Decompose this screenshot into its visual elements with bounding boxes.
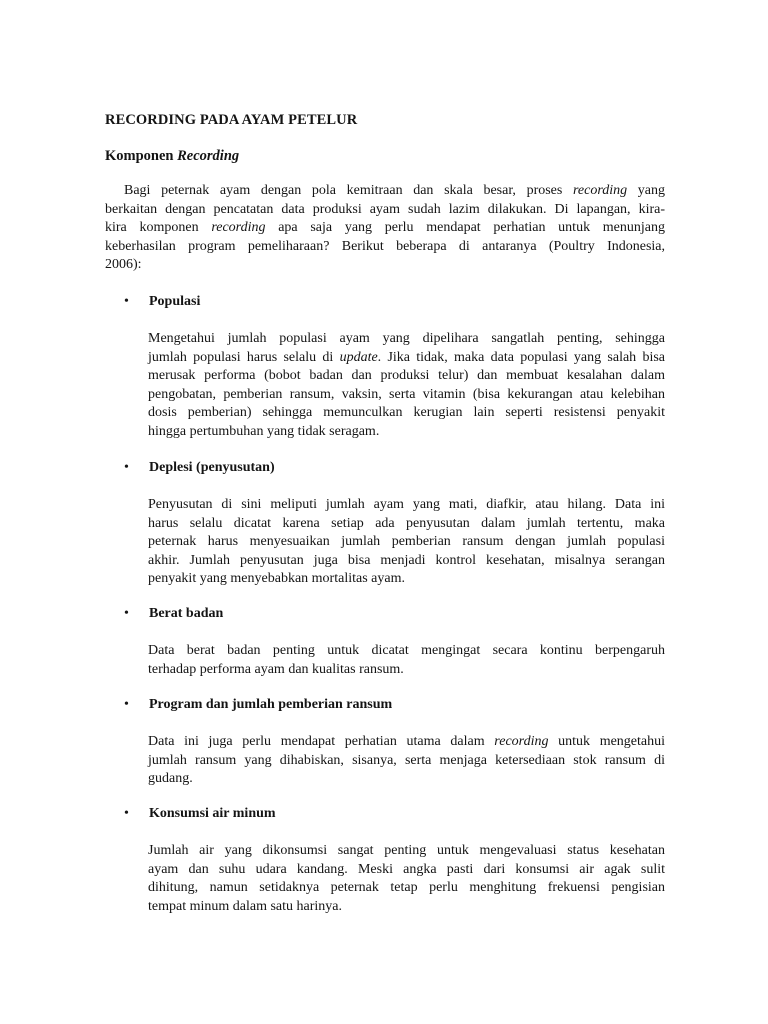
text-line [105,256,665,275]
component-description [148,496,665,589]
text-segment: pengobatan, pemberian ransum, vaksin, serta vitamin (bisa kekurangan atau kelebihan [148,386,665,402]
text-segment: gudang. [148,771,193,787]
component-heading [124,806,276,822]
section-heading-prefix: Komponen [105,148,178,164]
text-line [148,515,665,534]
component-description [148,642,665,679]
italic-term: recording [494,734,549,749]
text-segment: tempat minum dalam satu harinya. [148,898,343,914]
text-line [105,182,665,201]
text-line [148,330,665,349]
text-segment: Data ini juga perlu mendapat perhatian utama dalam [148,734,495,749]
italic-term: recording [572,183,628,198]
text-segment: Bagi peternak ayam dengan pola kemitraan dan skala besar, proses [124,183,573,198]
text-segment: 2006): [105,257,142,273]
text-line [105,238,665,257]
bullet-icon: • [124,460,129,475]
text-line [148,733,665,752]
text-line [148,386,665,405]
component-description [148,842,665,916]
component-description [148,733,665,789]
text-line [148,642,665,661]
text-line [148,496,665,515]
text-segment: Penyusutan di sini meliputi jumlah ayam yang mati, diafkir, atau hilang. Data ini [148,497,665,512]
italic-term: recording [211,220,266,236]
text-segment: dosis pemberian) sehingga memunculkan kerugian lain seperti resistensi penyakit [148,405,665,421]
text-line [148,423,665,442]
text-segment: dihitung, namun setidaknya peternak tetap perlu menghitung frekuensi pengisian [148,880,665,896]
text-segment: penyakit yang menyebabkan mortalitas ayam. [148,571,405,587]
text-segment: hingga pertumbuhan yang tidak seragam. [148,423,380,439]
text-segment: jumlah populasi harus selalu di [148,349,340,365]
component-heading-label: Deplesi (penyusutan) [149,460,275,475]
text-segment: ayam dan suhu udara kandang. Meski angka pasti dari konsumsi air agak sulit [148,861,665,877]
text-line [148,552,665,571]
text-line [148,349,665,368]
text-segment: yang [627,183,665,198]
text-line [105,219,665,238]
text-line [148,770,665,789]
section-heading [105,148,239,165]
bullet-icon: • [124,294,129,309]
component-heading-label: Konsumsi air minum [149,806,276,821]
component-heading [124,697,392,713]
bullet-icon: • [124,697,129,712]
text-segment: merusak performa (bobot badan dan produksi telur) dan membuat kesalahan dalam [148,368,665,384]
text-segment: keberhasilan program pemeliharaan? Berikut beberapa di antaranya (Poultry Indonesia, [105,238,665,254]
component-description [148,330,665,442]
text-line [148,570,665,589]
text-segment: harus selalu dicatat karena setiap ada penyusutan dalam jumlah tertentu, maka [148,515,665,531]
text-segment: Jumlah air yang dikonsumsi sangat penting untuk mengevaluasi status kesehatan [148,843,665,858]
text-line [148,861,665,880]
text-line [148,898,665,917]
bullet-icon: • [124,606,129,621]
text-segment: untuk mengetahui [548,734,666,749]
text-segment: terhadap performa ayam dan kualitas ransum. [148,661,404,677]
text-segment: berkaitan dengan pencatatan data produksi ayam sudah lazim dilakukan. Di lapangan, kira- [105,201,665,217]
section-heading-italic: Recording [177,148,240,164]
component-heading [124,294,200,310]
component-heading-label: Populasi [149,294,201,309]
component-heading [124,606,223,622]
text-line [148,661,665,680]
text-line [105,201,665,220]
document-title: RECORDING PADA AYAM PETELUR [105,112,358,128]
text-segment: . Jika tidak, maka data populasi yang salah bisa [377,349,665,365]
bullet-icon: • [124,806,129,821]
text-line [148,752,665,771]
intro-paragraph [105,182,665,275]
italic-term: update [339,349,378,365]
text-line [148,842,665,861]
text-line [148,367,665,386]
text-segment: akhir. Jumlah penyusutan juga bisa menjadi kontrol kesehatan, misalnya serangan [148,552,665,568]
text-line [148,533,665,552]
text-line [148,879,665,898]
component-heading-label: Berat badan [149,606,224,621]
text-segment: Data berat badan penting untuk dicatat mengingat secara kontinu berpengaruh [148,643,665,658]
text-segment: jumlah ransum yang dihabiskan, sisanya, serta menjaga ketersediaan stok ransum di [148,752,665,768]
component-heading-label: Program dan jumlah pemberian ransum [149,697,393,712]
text-line [148,404,665,423]
text-segment: apa saja yang perlu mendapat perhatian untuk menunjang [265,220,665,236]
text-segment: kira komponen [105,220,212,236]
text-segment: peternak harus menyesuaikan jumlah pemberian ransum dengan jumlah populasi [148,534,665,550]
text-segment: Mengetahui jumlah populasi ayam yang dipelihara sangatlah penting, sehingga [148,331,665,346]
component-heading [124,460,275,476]
